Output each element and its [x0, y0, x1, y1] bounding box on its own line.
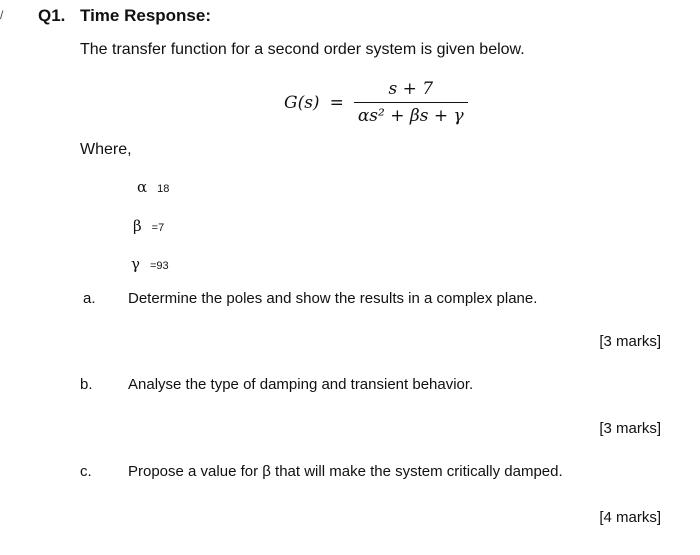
- question-title: Time Response:: [80, 6, 212, 25]
- part-b-marks: [3 marks]: [599, 420, 661, 437]
- intro-text: The transfer function for a second order system is given below.: [80, 41, 525, 58]
- tick-mark: /: [0, 8, 4, 22]
- param-alpha: [137, 178, 169, 196]
- param-beta-symbol: β: [133, 217, 142, 235]
- param-gamma: [131, 255, 169, 273]
- param-gamma-symbol: γ: [131, 255, 140, 273]
- param-gamma-value: =93: [149, 260, 169, 272]
- part-c-marks: [4 marks]: [599, 509, 661, 526]
- formula-fraction: [354, 79, 468, 126]
- part-c-text: Propose a value for β that will make the system critically damped.: [128, 463, 563, 480]
- where-label: Where,: [80, 141, 132, 158]
- part-a-text: Determine the poles and show the results in a complex plane.: [128, 290, 538, 307]
- formula-denominator: αs² + βs + γ: [357, 106, 464, 126]
- param-alpha-value: 18: [157, 183, 170, 195]
- param-beta-value: =7: [151, 222, 165, 234]
- param-beta: [133, 217, 164, 235]
- part-a-label: a.: [83, 290, 96, 307]
- transfer-function-formula: [284, 79, 468, 126]
- formula-lhs: G(s): [284, 92, 320, 113]
- part-c-label: c.: [80, 463, 92, 480]
- part-b-text: Analyse the type of damping and transient behavior.: [128, 376, 474, 393]
- param-alpha-symbol: α: [137, 178, 148, 196]
- part-a-marks: [3 marks]: [599, 333, 661, 350]
- formula-equals: =: [329, 92, 344, 113]
- formula-numerator: s + 7: [388, 79, 434, 99]
- part-b-label: b.: [80, 376, 93, 393]
- question-number: Q1.: [38, 6, 66, 25]
